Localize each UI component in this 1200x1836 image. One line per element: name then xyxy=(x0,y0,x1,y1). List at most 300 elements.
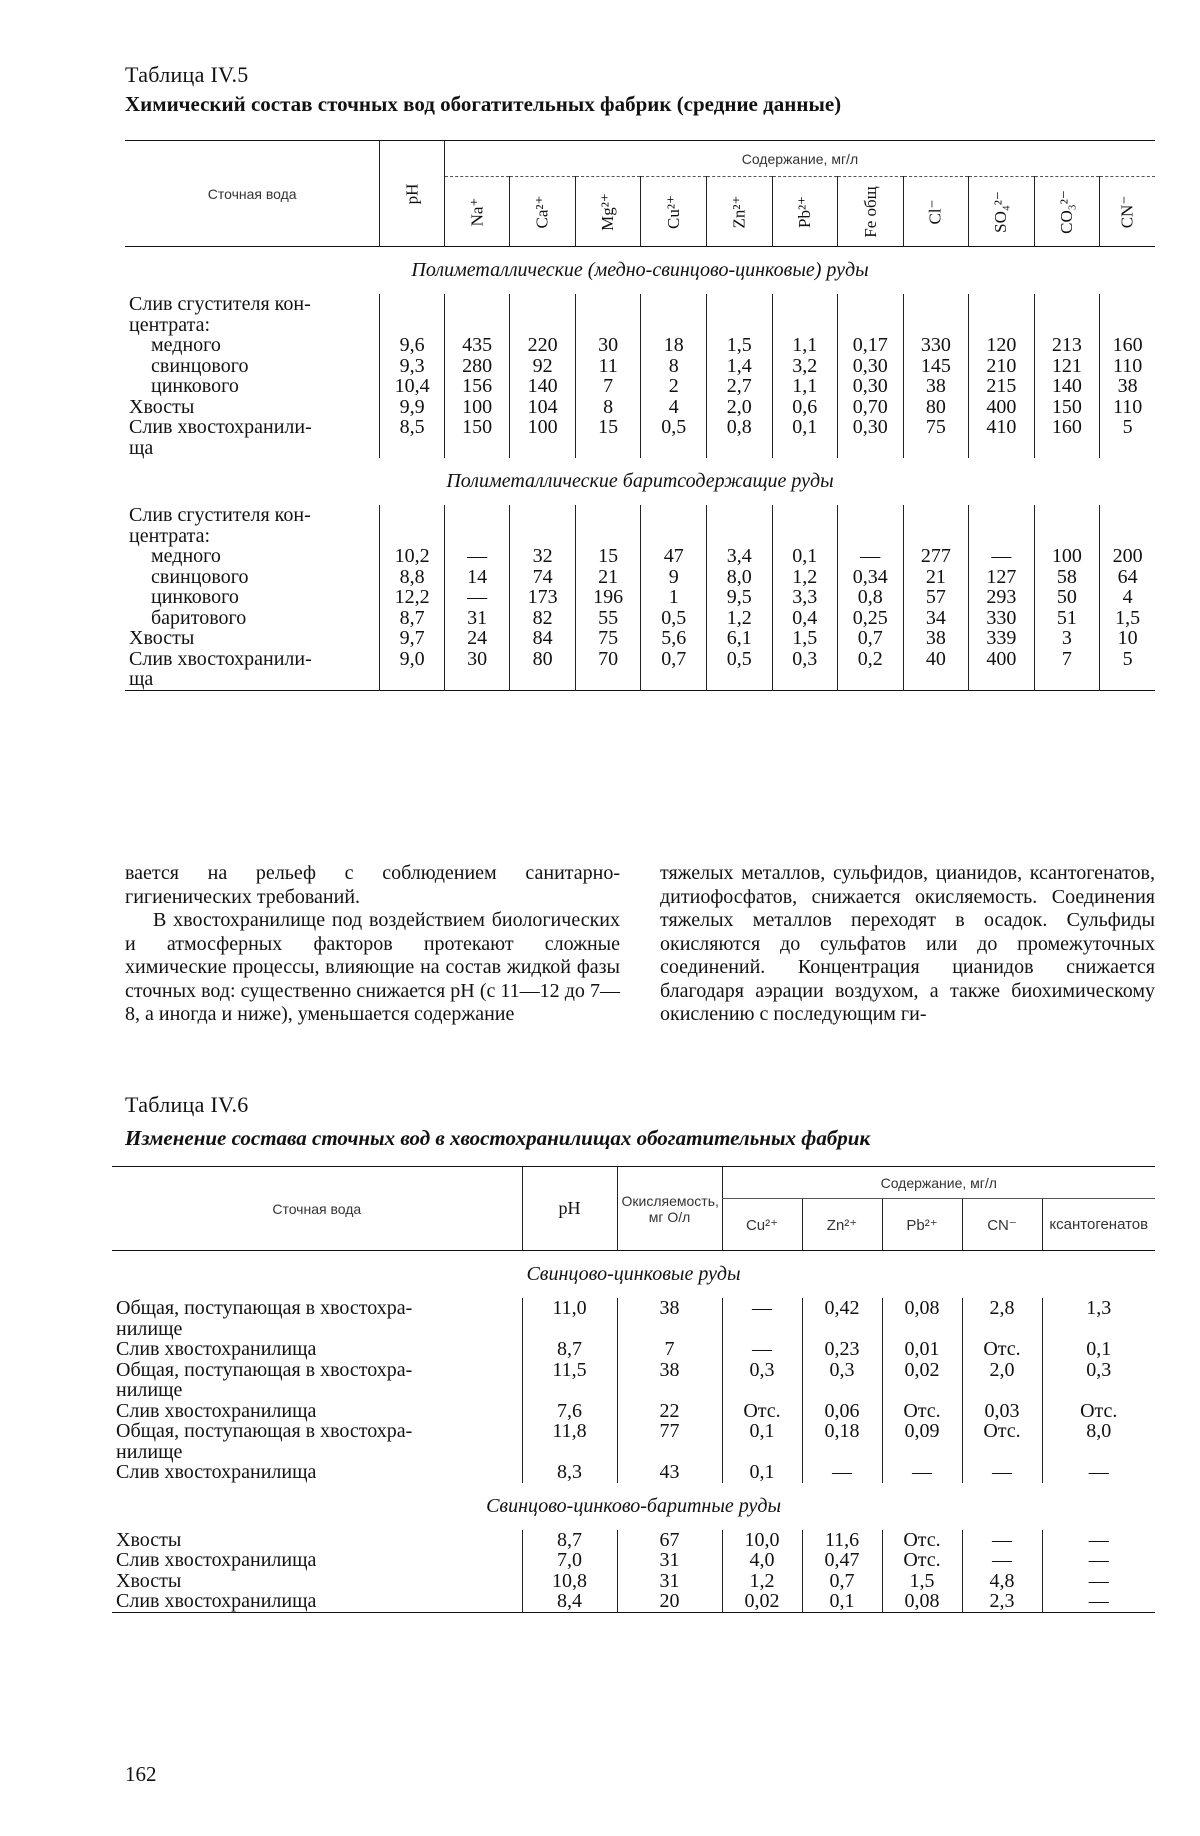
table5-cell: 100 xyxy=(444,397,510,418)
table5-ion-header xyxy=(510,177,576,247)
table5-ion-header xyxy=(903,177,969,247)
table6-cell: 2,3 xyxy=(962,1591,1042,1612)
table5-cell: 9,0 xyxy=(380,649,444,670)
table6-cell xyxy=(1042,1380,1155,1401)
table6-cell: — xyxy=(1042,1462,1155,1483)
table5-row-label: Слив сгустителя кон- xyxy=(129,504,311,526)
table5-cell: 1,4 xyxy=(706,356,772,377)
table6-cell: Отс. xyxy=(722,1401,802,1422)
table5-row xyxy=(125,417,1155,438)
table6-cell: 43 xyxy=(617,1462,722,1483)
table6-cell: 11,5 xyxy=(522,1360,617,1381)
table5-cell: 9,6 xyxy=(380,335,444,356)
table5-cell: 120 xyxy=(969,335,1035,356)
table5-cell xyxy=(380,526,444,547)
table6-row-label: Общая, поступающая в хвостохра- xyxy=(116,1420,413,1442)
table5-cell xyxy=(1034,669,1100,690)
table5-cell: 330 xyxy=(903,335,969,356)
table5-cell: 150 xyxy=(1034,397,1100,418)
table5-cell xyxy=(444,505,510,526)
table5-cell xyxy=(903,315,969,336)
table5-cell xyxy=(641,505,707,526)
table6-row xyxy=(112,1319,1155,1340)
table5-cell xyxy=(444,315,510,336)
table5-cell: 24 xyxy=(444,628,510,649)
table5-cell: 0,34 xyxy=(838,567,904,588)
table5-cell: 215 xyxy=(969,376,1035,397)
table5-cell: 220 xyxy=(510,335,576,356)
table5-cell: 0,8 xyxy=(706,417,772,438)
table6-cell xyxy=(617,1319,722,1340)
table6-cell xyxy=(617,1380,722,1401)
table6-cell: 0,1 xyxy=(1042,1339,1155,1360)
table5-cell xyxy=(380,438,444,459)
paragraph: В хвостохранилище под воздействием биологических и атмосферных факторов протекают сложные химические процессы, влияющие на состав жидкой фазы сточных вод: существенно снижается pH (с 11—12 до 7—8, а иногда и ниже), уменьшается содержание xyxy=(125,909,620,1025)
table6-cell xyxy=(722,1380,802,1401)
table5-cell xyxy=(706,294,772,315)
table6-cell: 4,8 xyxy=(962,1571,1042,1592)
table6-cell: — xyxy=(722,1298,802,1319)
table5-cell xyxy=(903,294,969,315)
table5-cell xyxy=(706,669,772,690)
table6-cell: Отс. xyxy=(882,1401,962,1422)
table5-cell: 40 xyxy=(903,649,969,670)
table6-cell xyxy=(882,1442,962,1463)
table5-cell: 92 xyxy=(510,356,576,377)
table5-cell: 55 xyxy=(575,608,641,629)
table6-row-label: Слив хвостохранилища xyxy=(116,1461,317,1483)
table6-cell: — xyxy=(802,1462,882,1483)
table5-cell: 160 xyxy=(1100,335,1155,356)
table5-cell: 293 xyxy=(969,587,1035,608)
table5-cell xyxy=(706,526,772,547)
table5-cell xyxy=(641,438,707,459)
table5-cell: 145 xyxy=(903,356,969,377)
ion-label: Zn²⁺ xyxy=(729,195,749,229)
table5-cell: 8 xyxy=(641,356,707,377)
table6-cell: 11,8 xyxy=(522,1421,617,1442)
table6-cell: 31 xyxy=(617,1550,722,1571)
table6-cell: 0,3 xyxy=(802,1360,882,1381)
table6-cell: 0,1 xyxy=(722,1462,802,1483)
table6-cell: 2,8 xyxy=(962,1298,1042,1319)
table5-cell: 30 xyxy=(444,649,510,670)
table5-cell: 0,30 xyxy=(838,376,904,397)
table5-cell xyxy=(575,438,641,459)
table6-row-label: нилище xyxy=(116,1440,183,1463)
ion-label: Cl⁻ xyxy=(925,199,945,225)
table5-ion-header xyxy=(772,177,838,247)
table6-header-oxidizability: Окисляемость, мг O/л xyxy=(617,1167,722,1251)
table6-cell: 8,7 xyxy=(522,1530,617,1551)
table5-cell xyxy=(969,669,1035,690)
table5-row xyxy=(125,608,1155,629)
table6-cell xyxy=(962,1442,1042,1463)
ion-label: Ca²⁺ xyxy=(532,195,552,229)
table6-section-row xyxy=(112,1251,1155,1299)
table5-cell xyxy=(838,526,904,547)
table6-cell: 20 xyxy=(617,1591,722,1612)
table6-row-label: Хвосты xyxy=(116,1528,182,1551)
table5-cell xyxy=(838,438,904,459)
table6-row-label: Слив хвостохранилища xyxy=(116,1338,317,1360)
table5-cell: 18 xyxy=(641,335,707,356)
table5-cell xyxy=(575,526,641,547)
table6-sub-header: Zn²⁺ xyxy=(802,1199,882,1251)
table5-cell: 34 xyxy=(903,608,969,629)
ion-label: Na⁺ xyxy=(467,197,487,227)
table5-cell: 104 xyxy=(510,397,576,418)
table5-cell xyxy=(772,505,838,526)
table6-cell: 8,0 xyxy=(1042,1421,1155,1442)
table5-cell xyxy=(575,669,641,690)
table5-cell: 1,2 xyxy=(772,567,838,588)
table5-cell xyxy=(772,294,838,315)
table5-cell: 3,4 xyxy=(706,546,772,567)
table6-cell: 0,7 xyxy=(802,1571,882,1592)
table5-cell: 160 xyxy=(1034,417,1100,438)
table5-cell xyxy=(510,505,576,526)
table5-cell: 277 xyxy=(903,546,969,567)
table5-cell: 0,2 xyxy=(838,649,904,670)
table5-cell: 58 xyxy=(1034,567,1100,588)
table5-cell: 1,1 xyxy=(772,376,838,397)
table5-cell xyxy=(510,438,576,459)
table5-cell: 47 xyxy=(641,546,707,567)
table6-cell: 10,8 xyxy=(522,1571,617,1592)
table5-row xyxy=(125,397,1155,418)
table6-row xyxy=(112,1380,1155,1401)
table6-cell xyxy=(722,1319,802,1340)
table5-cell: — xyxy=(838,546,904,567)
table5-cell: 75 xyxy=(575,628,641,649)
table6-cell: 10,0 xyxy=(722,1530,802,1551)
table6-cell: Отс. xyxy=(882,1530,962,1551)
table5-cell xyxy=(1034,526,1100,547)
table5-row xyxy=(125,587,1155,608)
table5-cell xyxy=(641,294,707,315)
table6-row-label: нилище xyxy=(116,1379,183,1401)
table6-cell: 77 xyxy=(617,1421,722,1442)
table6-cell xyxy=(962,1319,1042,1340)
table6-row-label: нилище xyxy=(116,1317,183,1340)
paragraph: тяжелых металлов, сульфидов, цианидов, ксантогенатов, дитиофосфатов, снижается окисляемость. Соединения тяжелых металлов переходят в осадок. Сульфиды окисляются до сульфатов или до промежуточных соединений. Концентрация цианидов снижается благодаря аэрации воздухом, а также биохимическому окислению с последующим ги- xyxy=(660,862,1155,1025)
table5-cell: 0,30 xyxy=(838,417,904,438)
table5-row xyxy=(125,628,1155,649)
table5-cell: 196 xyxy=(575,587,641,608)
table5-cell: 400 xyxy=(969,397,1035,418)
table6-cell: 8,7 xyxy=(522,1339,617,1360)
table6-title: Изменение состава сточных вод в хвостохранилищах обогатительных фабрик xyxy=(125,1126,871,1150)
table5-cell: 31 xyxy=(444,608,510,629)
table5-cell: 150 xyxy=(444,417,510,438)
table5-cell xyxy=(575,505,641,526)
table5-ion-header xyxy=(575,177,641,247)
table5-cell xyxy=(903,526,969,547)
table6-cell: 0,03 xyxy=(962,1401,1042,1422)
table5-cell: 0,5 xyxy=(641,608,707,629)
table5-cell: 38 xyxy=(1100,376,1155,397)
table6-cell: 0,1 xyxy=(802,1591,882,1612)
table5-ion-header xyxy=(444,177,510,247)
table5-cell xyxy=(575,294,641,315)
table5-cell: 57 xyxy=(903,587,969,608)
table6-cell: 0,23 xyxy=(802,1339,882,1360)
table5-cell: 0,7 xyxy=(838,628,904,649)
table6-cell xyxy=(722,1442,802,1463)
table5-cell xyxy=(444,526,510,547)
table6-cell: 0,02 xyxy=(722,1591,802,1612)
table5-cell xyxy=(1100,294,1155,315)
table5-cell: 1,5 xyxy=(706,335,772,356)
ion-label: SO₄²⁻ xyxy=(991,191,1011,233)
table6-row-label: Слив хвостохранилища xyxy=(116,1590,317,1612)
table5-cell: 80 xyxy=(903,397,969,418)
body-text-right xyxy=(660,862,1155,1027)
table5-cell: 8,7 xyxy=(380,608,444,629)
table5-cell: 2,0 xyxy=(706,397,772,418)
table5-cell: 1,1 xyxy=(772,335,838,356)
table6-cell: 67 xyxy=(617,1530,722,1551)
table5-cell: 200 xyxy=(1100,546,1155,567)
table6-label: Таблица IV.6 xyxy=(125,1092,249,1117)
table6-cell: 31 xyxy=(617,1571,722,1592)
table5-cell: 1 xyxy=(641,587,707,608)
table5-bottom-rule xyxy=(125,690,1155,693)
table5-cell: 100 xyxy=(1034,546,1100,567)
table5-row xyxy=(125,294,1155,315)
table6-row xyxy=(112,1360,1155,1381)
table5-cell: 1,5 xyxy=(772,628,838,649)
table5-row-label: центрата: xyxy=(129,524,211,547)
table5-cell xyxy=(444,294,510,315)
table5-header-ph-text: pH xyxy=(402,183,422,205)
table6-cell: — xyxy=(962,1530,1042,1551)
table5-cell xyxy=(1100,505,1155,526)
table5-row-label: ща xyxy=(129,436,154,459)
table5-cell: 0,1 xyxy=(772,546,838,567)
table5-row-label: Хвосты xyxy=(129,627,195,649)
table5-cell xyxy=(380,505,444,526)
table5-row xyxy=(125,376,1155,397)
table5-cell: — xyxy=(444,546,510,567)
table5-row xyxy=(125,669,1155,690)
table5-cell: 38 xyxy=(903,628,969,649)
table5-cell: 7 xyxy=(1034,649,1100,670)
table6-cell: 11,0 xyxy=(522,1298,617,1319)
table5-cell xyxy=(380,669,444,690)
table6-cell: 1,3 xyxy=(1042,1298,1155,1319)
table6-cell: 0,47 xyxy=(802,1550,882,1571)
table6 xyxy=(112,1166,1155,1615)
table5-cell: 8,5 xyxy=(380,417,444,438)
table5-row-label: медного xyxy=(151,545,221,567)
table5-cell: 64 xyxy=(1100,567,1155,588)
table5-cell: 10 xyxy=(1100,628,1155,649)
table5-cell: 75 xyxy=(903,417,969,438)
table5-row-label: Слив сгустителя кон- xyxy=(129,293,311,315)
table5-cell: 51 xyxy=(1034,608,1100,629)
table5-cell xyxy=(380,294,444,315)
table5-cell xyxy=(510,669,576,690)
table5-section-row xyxy=(125,247,1155,295)
table5-row-label: центрата: xyxy=(129,313,211,336)
table5-cell xyxy=(1034,315,1100,336)
table5-cell: 110 xyxy=(1100,356,1155,377)
table5-header-water: Сточная вода xyxy=(125,141,380,247)
table5-cell: 9,5 xyxy=(706,587,772,608)
table5-cell xyxy=(510,294,576,315)
table6-cell: 1,2 xyxy=(722,1571,802,1592)
table6-cell xyxy=(802,1380,882,1401)
table6-cell: 0,01 xyxy=(882,1339,962,1360)
table5-cell xyxy=(1034,294,1100,315)
table5-row-label: Слив хвостохранили- xyxy=(129,647,312,670)
table5-cell: 7 xyxy=(575,376,641,397)
table5-cell: 8 xyxy=(575,397,641,418)
table5-row xyxy=(125,567,1155,588)
table5-row xyxy=(125,526,1155,547)
table5-row-label: Слив хвостохранили- xyxy=(129,416,312,438)
table6-cell: 0,06 xyxy=(802,1401,882,1422)
table5-ion-header xyxy=(1034,177,1100,247)
table5-section-title: Полиметаллические (медно-свинцово-цинковые) руды xyxy=(411,259,869,281)
table6-row xyxy=(112,1571,1155,1592)
table6-cell xyxy=(802,1319,882,1340)
table6-row xyxy=(112,1339,1155,1360)
rule xyxy=(112,1612,1155,1615)
table6-row-label: Слив хвостохранилища xyxy=(116,1549,317,1571)
table5 xyxy=(125,140,1155,693)
table6-cell: 7,6 xyxy=(522,1401,617,1422)
table6-header-water: Сточная вода xyxy=(112,1167,522,1251)
table5-cell xyxy=(903,438,969,459)
table6-cell: — xyxy=(882,1462,962,1483)
table5-cell xyxy=(772,315,838,336)
table6-cell: — xyxy=(1042,1550,1155,1571)
table6-cell xyxy=(882,1319,962,1340)
table6-cell: 0,18 xyxy=(802,1421,882,1442)
table5-cell: 8,0 xyxy=(706,567,772,588)
ion-label: Pb²⁺ xyxy=(794,195,814,229)
table5-cell xyxy=(444,669,510,690)
ion-label: CO₃²⁻ xyxy=(1056,190,1076,234)
table6-cell: — xyxy=(1042,1591,1155,1612)
table5-ion-header xyxy=(969,177,1035,247)
table5-cell: 9,9 xyxy=(380,397,444,418)
table6-cell: Отс. xyxy=(962,1421,1042,1442)
table5-cell: 2,7 xyxy=(706,376,772,397)
table5-cell: 10,4 xyxy=(380,376,444,397)
table5-cell xyxy=(838,294,904,315)
table5-cell xyxy=(575,315,641,336)
table5-cell xyxy=(772,669,838,690)
table5-cell: 0,70 xyxy=(838,397,904,418)
table5-cell: 82 xyxy=(510,608,576,629)
table5-cell: 410 xyxy=(969,417,1035,438)
table5-cell: 140 xyxy=(510,376,576,397)
table5-row xyxy=(125,649,1155,670)
table5-cell: 8,8 xyxy=(380,567,444,588)
table6-row xyxy=(112,1591,1155,1612)
table5-row-label: медного xyxy=(151,334,221,356)
table5-cell: 330 xyxy=(969,608,1035,629)
table5-cell xyxy=(510,526,576,547)
table6-cell xyxy=(522,1319,617,1340)
ion-label: Cu²⁺ xyxy=(663,195,683,229)
table5-row-label: Хвосты xyxy=(129,395,195,418)
table6-section-title: Свинцово-цинковые руды xyxy=(526,1263,741,1285)
table6-cell xyxy=(802,1442,882,1463)
table6-cell: 4,0 xyxy=(722,1550,802,1571)
table5-cell: 15 xyxy=(575,546,641,567)
table5-cell: 0,30 xyxy=(838,356,904,377)
table6-cell xyxy=(882,1380,962,1401)
table5-cell xyxy=(969,438,1035,459)
table6-cell: 38 xyxy=(617,1360,722,1381)
table6-cell: — xyxy=(722,1339,802,1360)
table6-sub-header: Pb²⁺ xyxy=(882,1199,962,1251)
table5-row-label: баритового xyxy=(151,606,247,629)
table5-cell: 0,6 xyxy=(772,397,838,418)
table5-cell: 400 xyxy=(969,649,1035,670)
table5-cell xyxy=(1100,315,1155,336)
table6-cell: 0,3 xyxy=(1042,1360,1155,1381)
body-text-left xyxy=(125,862,620,1027)
table5-cell xyxy=(1034,438,1100,459)
page-number: 162 xyxy=(125,1762,157,1786)
table5-cell: 3,3 xyxy=(772,587,838,608)
table6-cell xyxy=(522,1380,617,1401)
table5-cell: 110 xyxy=(1100,397,1155,418)
table5-cell xyxy=(772,438,838,459)
table5-cell xyxy=(706,438,772,459)
table5-cell xyxy=(641,669,707,690)
table6-cell: — xyxy=(962,1462,1042,1483)
table6-cell: 8,3 xyxy=(522,1462,617,1483)
table5-row xyxy=(125,335,1155,356)
table5-cell: 21 xyxy=(903,567,969,588)
table5-cell: 5 xyxy=(1100,417,1155,438)
table6-row xyxy=(112,1462,1155,1483)
paragraph: вается на рельеф с соблюдением санитарно-гигиенических требований. xyxy=(125,862,620,908)
table5-row-label: свинцового xyxy=(151,354,249,377)
table5-cell: 15 xyxy=(575,417,641,438)
table5-cell xyxy=(706,505,772,526)
table6-cell xyxy=(522,1442,617,1463)
table5-cell: 1,5 xyxy=(1100,608,1155,629)
table5-cell: 84 xyxy=(510,628,576,649)
table5-cell: 9,7 xyxy=(380,628,444,649)
table5-cell: 339 xyxy=(969,628,1035,649)
table5-cell: 80 xyxy=(510,649,576,670)
table5-cell: 21 xyxy=(575,567,641,588)
ion-label: Mg²⁺ xyxy=(598,193,618,231)
table5-cell: 213 xyxy=(1034,335,1100,356)
table5-row xyxy=(125,505,1155,526)
table6-bottom-rule xyxy=(112,1612,1155,1615)
table5-cell: — xyxy=(444,587,510,608)
table5-cell: 156 xyxy=(444,376,510,397)
table5-row-label: свинцового xyxy=(151,565,249,588)
table5-cell xyxy=(903,669,969,690)
table6-cell xyxy=(617,1442,722,1463)
table5-cell: 9,3 xyxy=(380,356,444,377)
table5-cell xyxy=(969,315,1035,336)
table5-cell: 32 xyxy=(510,546,576,567)
table5-cell xyxy=(969,526,1035,547)
table5-cell: 11 xyxy=(575,356,641,377)
